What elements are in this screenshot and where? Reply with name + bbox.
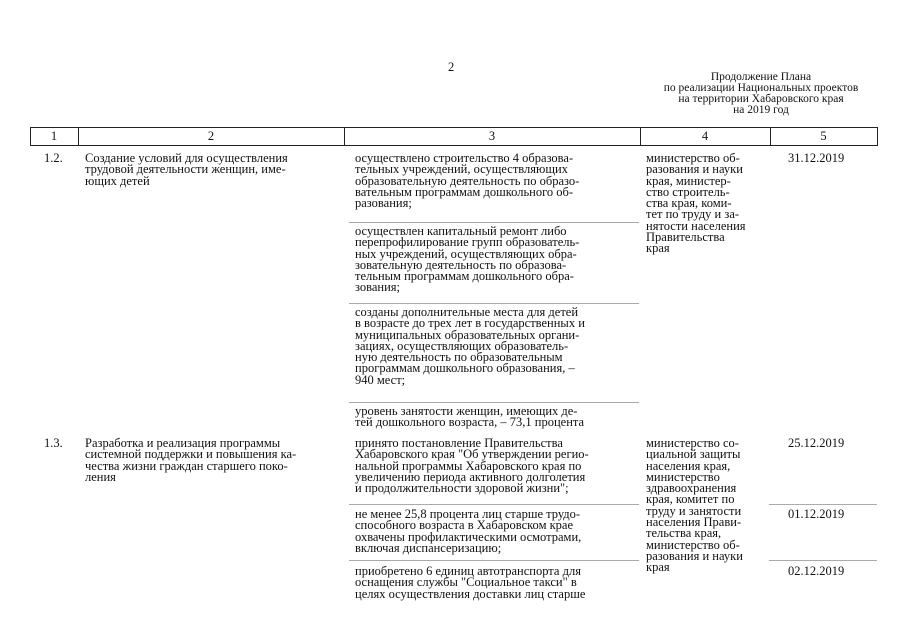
row-number: 1.2. [44, 151, 63, 165]
cell-separator [769, 504, 877, 505]
result-item: не менее 25,8 процента лиц старше трудо- способного возраста в Хабаровском крае охвачены профилактическими осмотрами, включая диспансеризацию; [355, 507, 582, 555]
continuation-line: на 2019 год [733, 104, 789, 116]
page-number: 2 [448, 60, 455, 74]
continuation-line: по реализации Национальных проектов [663, 82, 859, 94]
continuation-line: Продолжение Плана [710, 71, 812, 83]
continuation-line: на территории Хабаровского края [678, 93, 844, 105]
due-date: 25.12.2019 [788, 436, 845, 450]
responsible: министерство со- циальной защиты населения края, министерство здравоохранения края, комитет по труду и занятости населения Прави- тельства края, министерство об- разования и науки края [646, 436, 743, 575]
row-title: Создание условий для осуществления трудовой деятельности женщин, име- ющих детей [85, 151, 288, 188]
due-date: 31.12.2019 [788, 151, 845, 165]
cell-separator [349, 560, 639, 561]
responsible: министерство об- разования и науки края, министер- ство строитель- ства края, коми- тет по труду и за- нятости населения Правительства края [646, 151, 746, 256]
result-item: уровень занятости женщин, имеющих де- тей дошкольного возраста, – 73,1 процента [355, 404, 585, 430]
table-top-border [30, 127, 878, 128]
continuation-heading [620, 72, 902, 116]
cell-separator [769, 560, 877, 561]
row-number: 1.3. [44, 436, 63, 450]
due-date: 01.12.2019 [788, 507, 845, 521]
result-item: осуществлен капитальный ремонт либо перепрофилирование групп образователь- ных учреждений, осуществляющих обра- зовательную деятельность по образова- тельным программам дошкольного обра- зования; [355, 224, 580, 295]
header-cell: 2 [207, 129, 215, 143]
header-cell: 1 [50, 129, 58, 143]
cell-separator [349, 222, 639, 223]
result-item: осуществлено строительство 4 образова- тельных учреждений, осуществляющих образовательную деятельность по образо- вательным программам дошкольного об- разования; [355, 151, 580, 211]
header-cell: 3 [488, 129, 496, 143]
cell-separator [349, 402, 639, 403]
col-border [877, 127, 878, 146]
header-cell: 5 [820, 129, 827, 143]
row-title: Разработка и реализация программы системной поддержки и повышения ка- чества жизни граждан старшего поко- ления [85, 436, 297, 484]
result-item: созданы дополнительные места для детей в возрасте до трех лет в государственных и муниципальных образовательных органи- зациях, осуществляющих образователь- ную деятельность по образовательным программам дошкольного образования, – 940 мест; [355, 305, 585, 387]
cell-separator [349, 504, 639, 505]
table-header-border [30, 145, 878, 146]
cell-separator [349, 303, 639, 304]
result-item: принято постановление Правительства Хабаровского края "Об утверждении регио- нальной программы Хабаровского края по увеличению периода активного долголетия и продолжительности здоровой жизни"; [355, 436, 589, 496]
due-date: 02.12.2019 [788, 564, 845, 578]
header-cell: 4 [701, 129, 709, 143]
result-item: приобретено 6 единиц автотранспорта для оснащения службы "Социальное такси" в целях осуществления доставки лиц старше [355, 564, 586, 601]
